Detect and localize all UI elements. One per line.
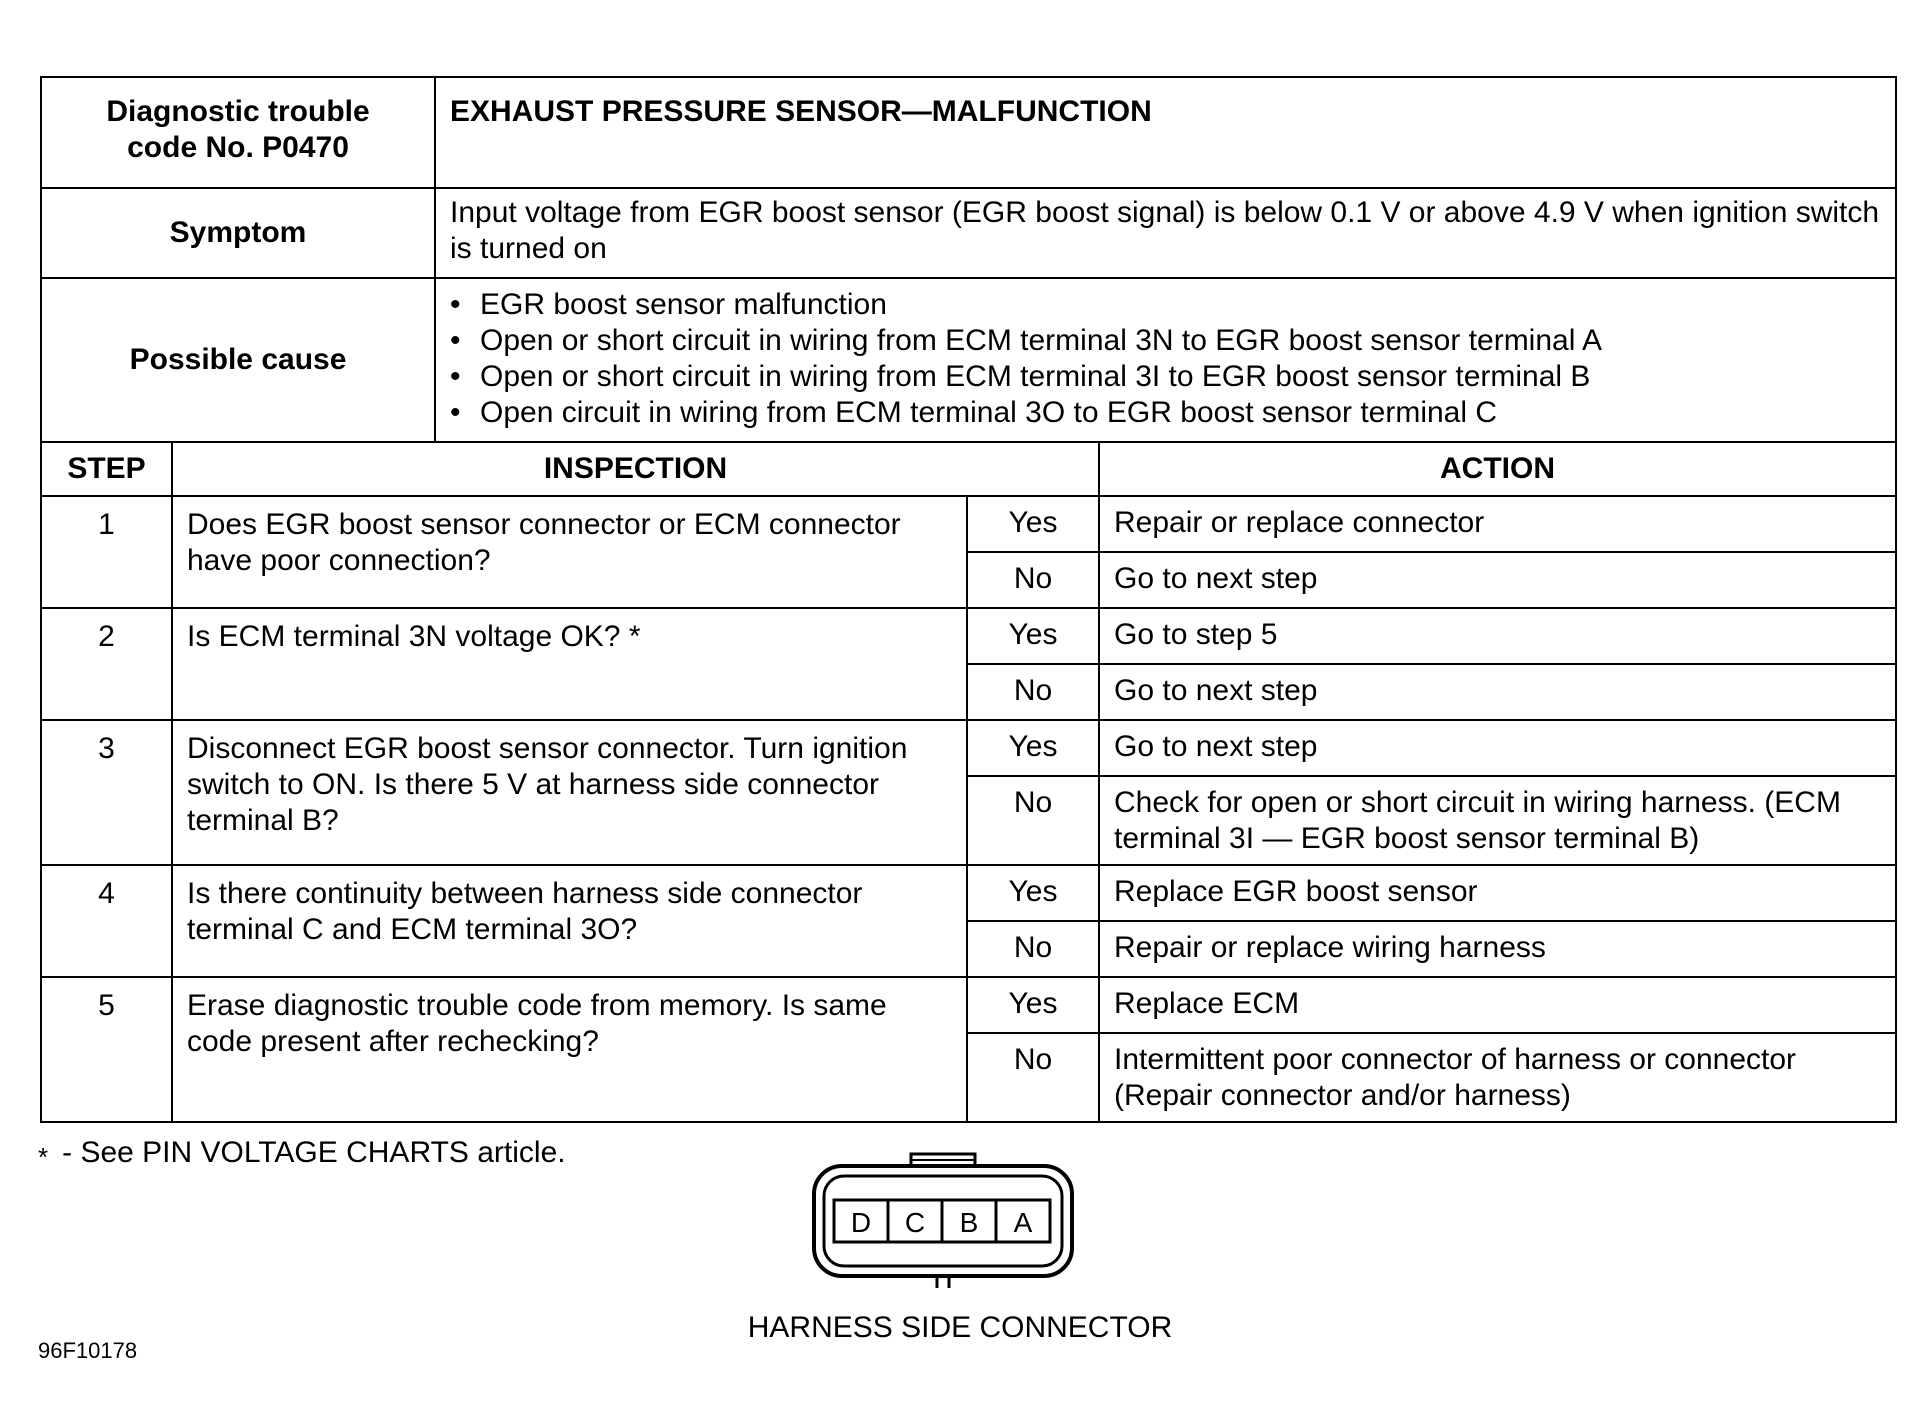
possible-cause-row: [41, 278, 1896, 442]
yes-label: Yes: [967, 608, 1099, 664]
yes-action: Go to next step: [1099, 720, 1896, 776]
cause-list-cell: [435, 278, 1896, 442]
cause-item: • Open or short circuit in wiring from ECM terminal 3I to EGR boost sensor terminal B: [450, 359, 1881, 395]
yes-action: Go to step 5: [1099, 608, 1896, 664]
cause-list: [450, 287, 1881, 431]
step-row-3-yes: [41, 720, 1896, 776]
step-number: 2: [41, 608, 172, 720]
yes-label: Yes: [967, 977, 1099, 1033]
no-label: No: [967, 552, 1099, 608]
no-action: Go to next step: [1099, 552, 1896, 608]
footnote-text: - See PIN VOLTAGE CHARTS article.: [62, 1136, 566, 1169]
figure-id: 96F10178: [38, 1338, 138, 1363]
cause-label-cell: [41, 278, 435, 442]
no-label: No: [967, 776, 1099, 865]
dtc-title: EXHAUST PRESSURE SENSOR—MALFUNCTION: [450, 95, 1152, 128]
cause-item: • Open circuit in wiring from ECM terminal 3O to EGR boost sensor terminal C: [450, 395, 1881, 431]
step-row-5-yes: [41, 977, 1896, 1033]
step-inspection: Disconnect EGR boost sensor connector. Turn ignition switch to ON. Is there 5 V at harness side connector terminal B?: [172, 720, 967, 865]
no-action: Repair or replace wiring harness: [1099, 921, 1896, 977]
yes-label: Yes: [967, 496, 1099, 552]
dtc-label-cell: [41, 77, 435, 188]
symptom-row: [41, 188, 1896, 278]
dtc-title-cell: [435, 77, 1896, 188]
no-label: No: [967, 664, 1099, 720]
dtc-label: Diagnostic trouble code No. P0470: [106, 95, 370, 164]
harness-connector-diagram: [808, 1152, 1078, 1292]
step-row-2-yes: [41, 608, 1896, 664]
cause-label: Possible cause: [129, 343, 347, 376]
no-label: No: [967, 921, 1099, 977]
column-header-action: ACTION: [1099, 442, 1896, 496]
step-number: 5: [41, 977, 172, 1122]
symptom-text-cell: [435, 188, 1896, 278]
pin-label-b: B: [959, 1207, 979, 1238]
step-number: 4: [41, 865, 172, 977]
dtc-row: [41, 77, 1896, 188]
yes-action: Replace EGR boost sensor: [1099, 865, 1896, 921]
step-row-1-yes: [41, 496, 1896, 552]
connector-caption: HARNESS SIDE CONNECTOR: [747, 1311, 1173, 1344]
column-header-row: [41, 442, 1896, 496]
step-inspection: Does EGR boost sensor connector or ECM connector have poor connection?: [172, 496, 967, 608]
symptom-label-cell: [41, 188, 435, 278]
yes-action: Replace ECM: [1099, 977, 1896, 1033]
yes-label: Yes: [967, 720, 1099, 776]
symptom-label: Symptom: [169, 216, 307, 249]
cause-item: • Open or short circuit in wiring from ECM terminal 3N to EGR boost sensor terminal A: [450, 323, 1881, 359]
diagnostic-table: [40, 76, 1897, 1123]
no-action: Check for open or short circuit in wiring harness. (ECM terminal 3I — EGR boost sensor terminal B): [1099, 776, 1896, 865]
step-row-4-yes: [41, 865, 1896, 921]
pin-label-c: C: [904, 1207, 926, 1238]
column-header-inspection: INSPECTION: [172, 442, 1099, 496]
cause-item: • EGR boost sensor malfunction: [450, 287, 1881, 323]
symptom-text: Input voltage from EGR boost sensor (EGR boost signal) is below 0.1 V or above 4.9 V when ignition switch is turned on: [450, 196, 1880, 265]
step-inspection: Is there continuity between harness side connector terminal C and ECM terminal 3O?: [172, 865, 967, 977]
step-inspection: Erase diagnostic trouble code from memory. Is same code present after rechecking?: [172, 977, 967, 1122]
pin-label-d: D: [850, 1207, 872, 1238]
pin-label-a: A: [1013, 1207, 1033, 1238]
no-action: Go to next step: [1099, 664, 1896, 720]
yes-action: Repair or replace connector: [1099, 496, 1896, 552]
step-number: 1: [41, 496, 172, 608]
no-action: Intermittent poor connector of harness or connector (Repair connector and/or harness): [1099, 1033, 1896, 1122]
step-inspection: Is ECM terminal 3N voltage OK? *: [172, 608, 967, 720]
footnote: [38, 1135, 566, 1171]
column-header-step: STEP: [41, 442, 172, 496]
no-label: No: [967, 1033, 1099, 1122]
yes-label: Yes: [967, 865, 1099, 921]
step-number: 3: [41, 720, 172, 865]
footnote-asterisk: *: [38, 1142, 49, 1172]
